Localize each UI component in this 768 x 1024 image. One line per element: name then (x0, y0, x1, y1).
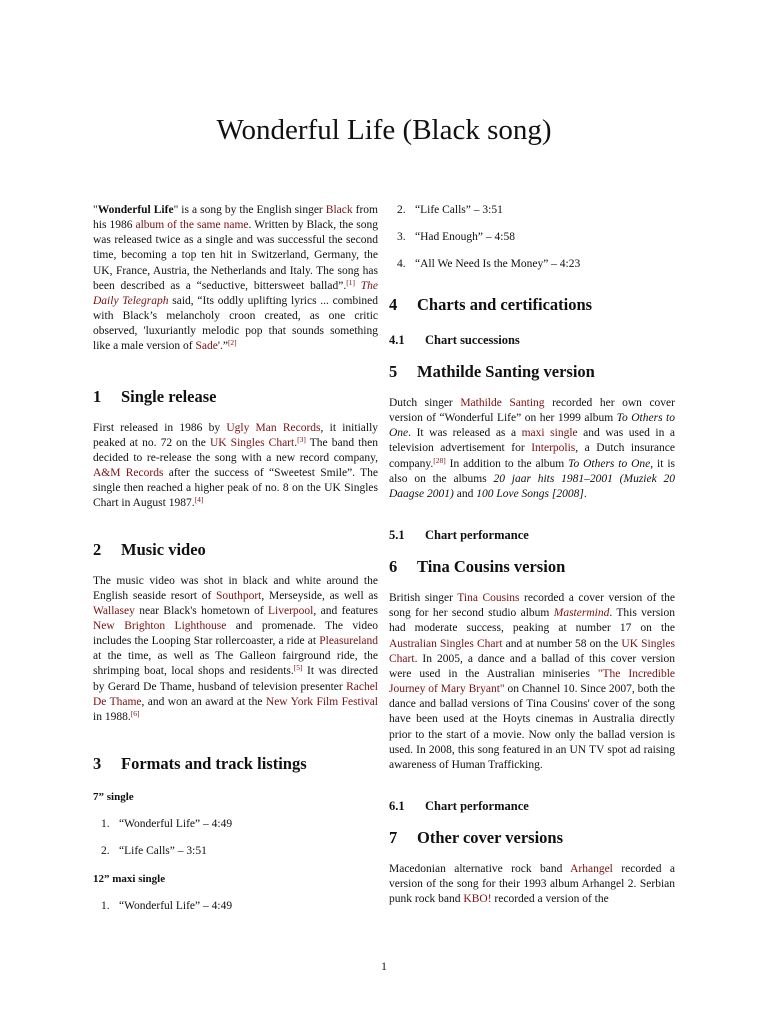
link-maxi-single[interactable]: maxi single (521, 427, 578, 440)
link-album[interactable]: album of the same name (135, 219, 249, 232)
text: in 1988. (93, 710, 131, 723)
citation-1[interactable]: [1] (346, 277, 355, 287)
heading-chart-successions (389, 331, 675, 349)
text: said, “Its oddly uplifting lyrics ... combined with Black’s melancholy croon created, as one critic observed, 'luxuriantly melodic pop that sounds something like a male version of (93, 294, 378, 353)
heading-formats (93, 753, 378, 775)
left-column (93, 203, 378, 914)
track-title: “All We Need Is the Money” – 4:23 (415, 258, 581, 270)
section-title: Music video (121, 539, 206, 559)
text: First released in 1986 by (93, 421, 227, 434)
text: . (294, 436, 298, 449)
track-number: 4. (397, 258, 406, 270)
text: . (583, 487, 587, 500)
subsection-number: 5.1 (389, 528, 405, 543)
track-title: “Wonderful Life” – 4:49 (119, 900, 233, 913)
link-mary-bryant[interactable]: "The Incredible Journey of Mary Bryant" (389, 667, 675, 696)
track-number: 2. (397, 204, 406, 216)
section-title: Tina Cousins version (417, 557, 566, 577)
album-title: 20 jaar hits 1981–2001 (Muziek 20 Daagse 2001) (389, 472, 676, 500)
text: and promenade. The video includes the Looping Star rollercoaster, a ride at (93, 619, 378, 648)
album-title: 100 Love Songs [2008] (476, 487, 584, 500)
link-tina-cousins[interactable]: Tina Cousins (457, 592, 520, 605)
track-title: “Had Enough” – 4:58 (415, 231, 515, 243)
intro-paragraph (93, 203, 378, 355)
subsection-title: Chart performance (425, 798, 529, 813)
text: , a Dutch insurance company. (389, 442, 675, 470)
link-rachel-de-thame[interactable]: Rachel De Thame (93, 680, 378, 708)
text: . This version had moderate success, peaking at number 17 on the (389, 607, 675, 635)
text: " is a song by the English singer (173, 204, 326, 216)
section-title: Single release (121, 386, 217, 406)
text: . In 2005, a dance and a ballad of this cover version were used in the Australian miniseries (389, 652, 675, 680)
track-number: 2. (101, 845, 110, 858)
track-item (389, 257, 675, 272)
heading-mathilde-santing (389, 361, 675, 383)
link-liverpool[interactable]: Liverpool (268, 604, 314, 617)
link-australian-singles-chart[interactable]: Australian Singles Chart (389, 637, 503, 650)
link-arhangel[interactable]: Arhangel (570, 862, 613, 875)
link-telegraph[interactable]: The Daily Telegraph (93, 279, 379, 307)
section-title: Charts and certifications (417, 295, 593, 314)
citation-2[interactable]: [2] (227, 338, 237, 348)
link-interpolis[interactable]: Interpolis (531, 442, 576, 455)
text: recorded a cover version of the song for her second studio album (389, 592, 675, 620)
album-title: To Others to One (389, 412, 676, 440)
text: , and won an award at the (141, 695, 266, 708)
text: after the success of “Sweetest Smile”. The single then reached a higher peak of no. 8 on the UK Singles Chart in August 1987. (93, 467, 378, 510)
track-number: 3. (397, 231, 406, 243)
track-title: “Life Calls” – 3:51 (119, 845, 207, 858)
text: , it initially peaked at no. 72 on the (93, 421, 379, 449)
text: recorded a version of the song for their 1993 album Arhangel 2. Serbian punk rock band (389, 862, 675, 906)
text: recorded her own cover version of “Wonderful Life” on her 1999 album (389, 397, 675, 425)
citation-6[interactable]: [6] (130, 708, 140, 718)
citation-3[interactable]: [3] (297, 434, 306, 444)
link-wallasey[interactable]: Wallasey (93, 604, 135, 617)
section-title: Formats and track listings (121, 754, 307, 774)
link-mathilde-santing[interactable]: Mathilde Santing (460, 397, 545, 409)
link-lighthouse[interactable]: New Brighton Lighthouse (93, 619, 227, 632)
section-number: 4 (389, 295, 398, 314)
text: The music video was shot in black and white around the English seaside resort of (93, 574, 378, 602)
album-title: To Others to One (568, 457, 651, 470)
link-mastermind[interactable]: Mastermind (553, 607, 610, 620)
text: near Black's hometown of (134, 604, 269, 617)
music-video-paragraph (93, 574, 378, 726)
heading-single-release (93, 386, 378, 408)
text: , it is also on the albums (389, 457, 676, 485)
heading-tina-cousins (389, 556, 675, 578)
single-release-paragraph (93, 421, 378, 512)
track-item (389, 203, 675, 218)
text: recorded a version of the (491, 893, 609, 906)
page-title: Wonderful Life (Black song) (216, 114, 552, 146)
section-number: 7 (389, 827, 398, 847)
text: from his 1986 (93, 204, 378, 232)
link-kbo[interactable]: KBO! (463, 893, 492, 906)
link-sade[interactable]: Sade (195, 340, 218, 353)
text: at the time, as well as The Galleon fairground ride, the shrimping boat, local shops and residents. (93, 650, 378, 678)
subsection-title: Chart performance (425, 528, 529, 543)
text: The band then decided to re-release the song with a new record company, (93, 436, 378, 464)
page-number: 1 (381, 961, 387, 973)
text: , and features (313, 604, 379, 617)
other-covers-paragraph (389, 862, 675, 907)
track-title: “Life Calls” – 3:51 (415, 204, 503, 216)
text: In addition to the album (445, 457, 569, 470)
track-title: “Wonderful Life” – 4:49 (119, 818, 233, 831)
link-nyff[interactable]: New York Film Festival (265, 695, 378, 708)
track-number: 1. (101, 818, 110, 831)
subheading-7-single: 7” single (93, 791, 134, 804)
section-number: 6 (389, 557, 398, 577)
bold-title: Wonderful Life (97, 204, 174, 216)
section-number: 5 (389, 362, 398, 381)
track-item (93, 844, 378, 859)
track-item (389, 230, 675, 245)
mathilde-paragraph (389, 396, 675, 502)
text: " (93, 204, 98, 216)
text: and was used in a television advertisement for (389, 427, 675, 455)
citation-4[interactable]: [4] (194, 495, 204, 505)
citation-28[interactable]: [28] (433, 455, 446, 465)
link-southport[interactable]: Southport (216, 589, 262, 602)
heading-tina-chart-performance (389, 797, 675, 815)
section-number: 2 (93, 539, 102, 559)
link-uk-singles-chart[interactable]: UK Singles Chart (209, 436, 295, 449)
link-black[interactable]: Black (325, 204, 353, 216)
track-item (93, 817, 378, 832)
heading-other-covers (389, 827, 675, 849)
link-pleasureland[interactable]: Pleasureland (319, 635, 378, 648)
heading-mathilde-chart-performance (389, 526, 675, 544)
text: and at number 58 on the (502, 637, 622, 650)
link-am-records[interactable]: A&M Records (93, 467, 164, 480)
text: Dutch singer (389, 397, 461, 409)
section-title: Other cover versions (417, 827, 564, 847)
text: It was directed by Gerard De Thame, husband of television presenter (93, 665, 378, 693)
subsection-number: 4.1 (389, 333, 405, 347)
subsection-number: 6.1 (389, 798, 405, 813)
text: on Channel 10. Since 2007, both the dance and ballad versions of Tina Cousins' cover of the song have been used at the Hoyts cinemas in Australia directly prior to the start of a movie. Now only the ballad version is used. In 2008, this song featured in an UN TV spot ad raising awareness of Human Trafficking. (389, 683, 675, 771)
heading-music-video (93, 539, 378, 561)
text: British singer (389, 592, 458, 605)
section-number: 1 (93, 386, 102, 406)
subsection-title: Chart successions (425, 333, 520, 347)
link-ugly-man-records[interactable]: Ugly Man Records (226, 421, 321, 434)
text: . It was released as a (408, 427, 522, 440)
text: . Written by Black, the song was released twice as a single and was successful the second time, becoming a top ten hit in Switzerland, Germany, the UK, France, Austria, the Netherlands and Italy. The song has been described as a “seductive, bittersweet ballad”. (93, 219, 379, 292)
link-uk-singles-chart[interactable]: UK Singles Chart (389, 637, 675, 665)
text: Macedonian alternative rock band (389, 862, 571, 875)
heading-charts (389, 294, 675, 316)
track-number: 1. (101, 900, 110, 913)
right-column (389, 203, 675, 907)
section-title: Mathilde Santing version (417, 362, 595, 381)
subheading-12-maxi-single: 12” maxi single (93, 873, 166, 886)
citation-5[interactable]: [5] (293, 663, 303, 673)
text: , Merseyside, as well as (261, 589, 378, 602)
tina-paragraph (389, 591, 675, 773)
section-number: 3 (93, 754, 102, 774)
text: '.” (217, 340, 228, 353)
track-item (93, 899, 378, 914)
text: and (453, 487, 477, 500)
